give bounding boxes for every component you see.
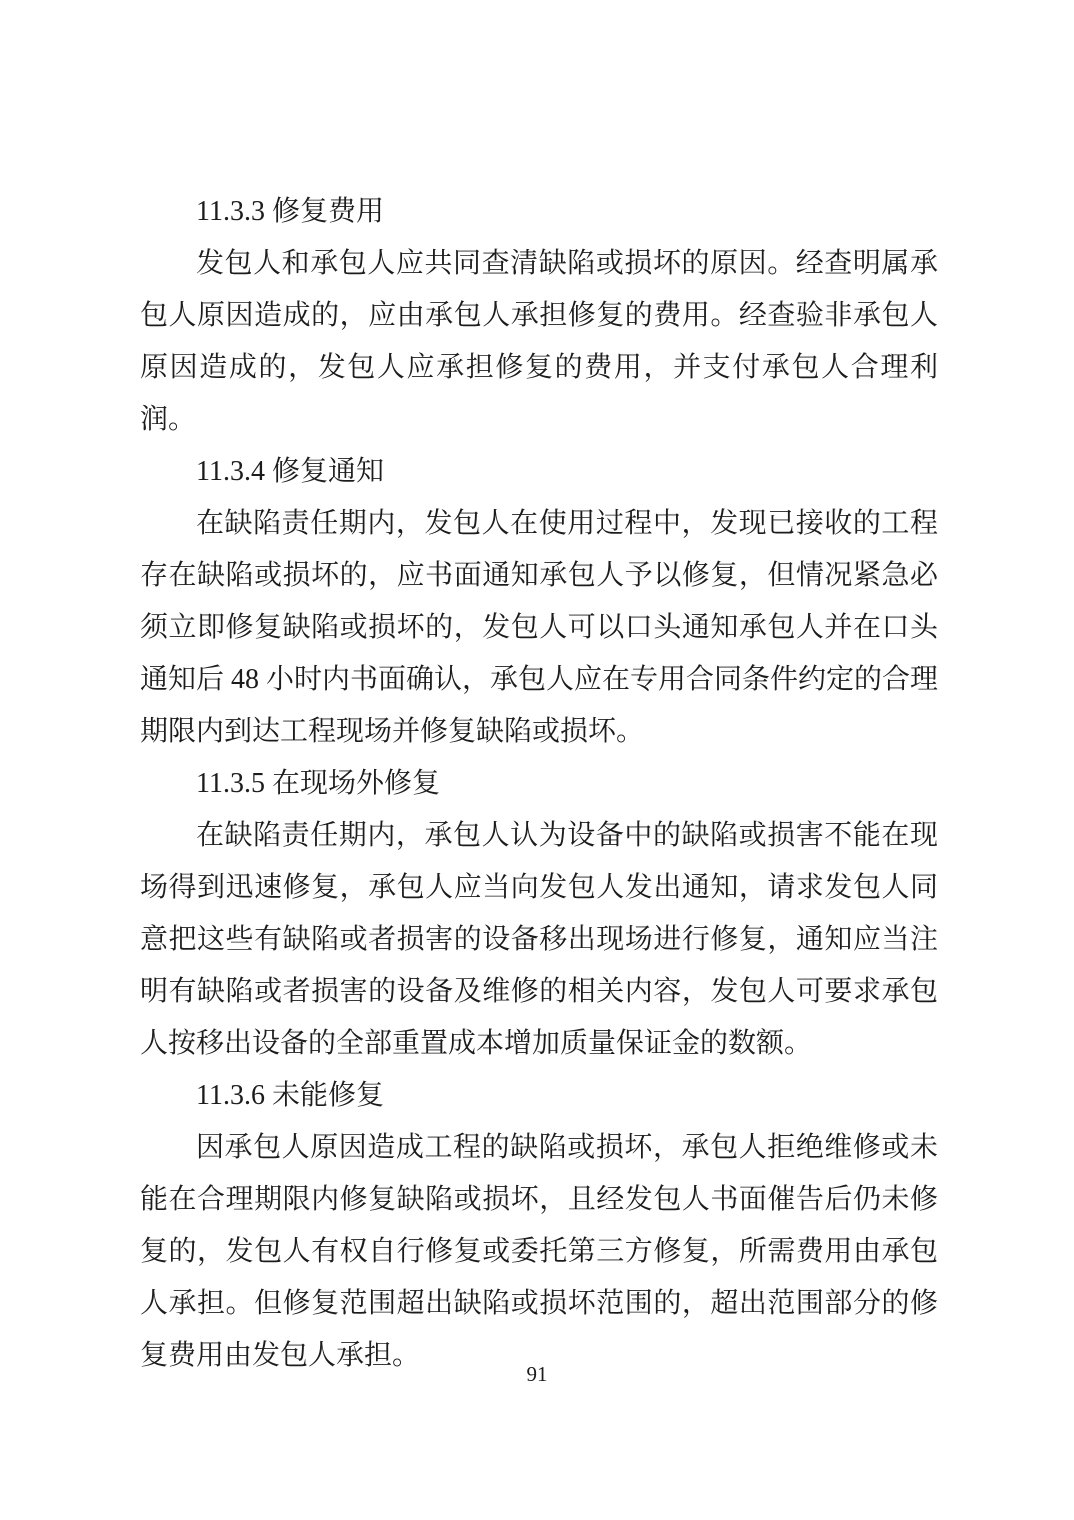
page-number: 91	[526, 1362, 548, 1386]
section-11-3-6	[140, 1070, 938, 1382]
document-content	[140, 186, 938, 1382]
section-heading: 11.3.4 修复通知	[196, 456, 384, 487]
section-heading: 11.3.3 修复费用	[196, 196, 384, 227]
section-paragraph: 因承包人原因造成工程的缺陷或损坏，承包人拒绝维修或未能在合理期限内修复缺陷或损坏，且经发包人书面催告后仍未修复的，发包人有权自行修复或委托第三方修复，所需费用由承包人承担。但修复范围超出缺陷或损坏范围的，超出范围部分的修复费用由发包人承担。	[140, 1132, 938, 1371]
section-heading: 11.3.5 在现场外修复	[196, 768, 440, 799]
section-11-3-4	[140, 446, 938, 758]
section-heading: 11.3.6 未能修复	[196, 1080, 384, 1111]
section-paragraph: 在缺陷责任期内，发包人在使用过程中，发现已接收的工程存在缺陷或损坏的，应书面通知承包人予以修复，但情况紧急必须立即修复缺陷或损坏的，发包人可以口头通知承包人并在口头通知后 48 小时内书面确认，承包人应在专用合同条件约定的合理期限内到达工程现场并修复缺陷或损坏。	[140, 508, 939, 747]
section-11-3-5	[140, 758, 938, 1070]
section-11-3-3	[140, 186, 938, 446]
section-paragraph: 在缺陷责任期内，承包人认为设备中的缺陷或损害不能在现场得到迅速修复，承包人应当向发包人发出通知，请求发包人同意把这些有缺陷或者损害的设备移出现场进行修复，通知应当注明有缺陷或者损害的设备及维修的相关内容，发包人可要求承包人按移出设备的全部重置成本增加质量保证金的数额。	[140, 820, 938, 1059]
section-paragraph: 发包人和承包人应共同查清缺陷或损坏的原因。经查明属承包人原因造成的，应由承包人承担修复的费用。经查验非承包人原因造成的，发包人应承担修复的费用，并支付承包人合理利润。	[140, 248, 938, 435]
